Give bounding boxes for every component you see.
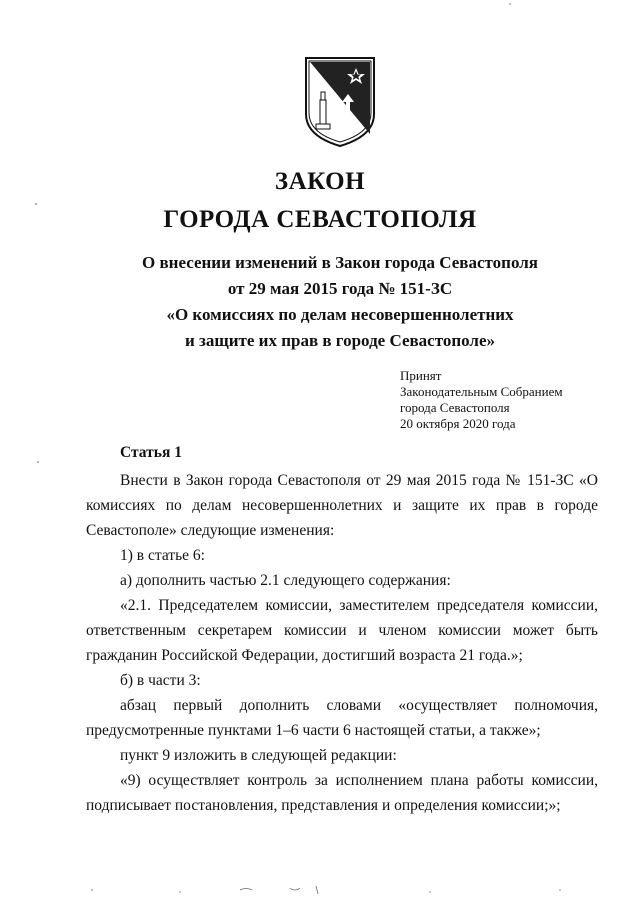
adoption-line: города Севастополя <box>400 400 510 415</box>
adoption-block <box>400 368 563 432</box>
paragraph: «2.1. Председателем комиссии, заместителем председателя комиссии, ответственным секретарем комиссии и членом комиссии может быть гражданин Российской Федерации, достигший возраста 21 года.»; <box>86 597 598 664</box>
paragraph: Внести в Закон города Севастополя от 29 мая 2015 года № 151-ЗС «О комиссиях по делам несовершеннолетних и защите их прав в городе Севастополе» следующие изменения: <box>86 472 598 539</box>
subtitle-line: от 29 мая 2015 года № 151-ЗС <box>227 279 453 298</box>
law-subtitle <box>40 250 640 354</box>
paragraph: «9) осуществляет контроль за исполнением плана работы комиссии, подписывает постановления, представления и определения комиссии;»; <box>86 772 598 814</box>
paragraph: б) в части 3: <box>120 672 201 689</box>
law-title: ЗАКОН <box>274 168 366 195</box>
law-city-title: ГОРОДА СЕВАСТОПОЛЯ <box>163 206 477 233</box>
adoption-date: 20 октября 2020 года <box>400 416 516 431</box>
paragraph: а) дополнить частью 2.1 следующего содержания: <box>120 572 451 589</box>
adoption-line: Законодательным Собранием <box>400 384 563 399</box>
paragraph: 1) в статье 6: <box>120 547 205 564</box>
coat-of-arms-emblem <box>304 56 376 148</box>
article-body <box>86 468 598 818</box>
subtitle-line: О внесении изменений в Закон города Севастополя <box>142 253 538 272</box>
subtitle-line: и защите их прав в городе Севастополе» <box>184 331 496 350</box>
adoption-line: Принят <box>400 368 442 383</box>
paragraph: абзац первый дополнить словами «осуществляет полномочия, предусмотренные пунктами 1–6 части 6 настоящей статьи, а также»; <box>86 697 598 739</box>
subtitle-line: «О комиссиях по делам несовершеннолетних <box>166 305 514 324</box>
article-heading: Статья 1 <box>120 444 182 461</box>
paragraph: пункт 9 изложить в следующей редакции: <box>120 747 397 764</box>
